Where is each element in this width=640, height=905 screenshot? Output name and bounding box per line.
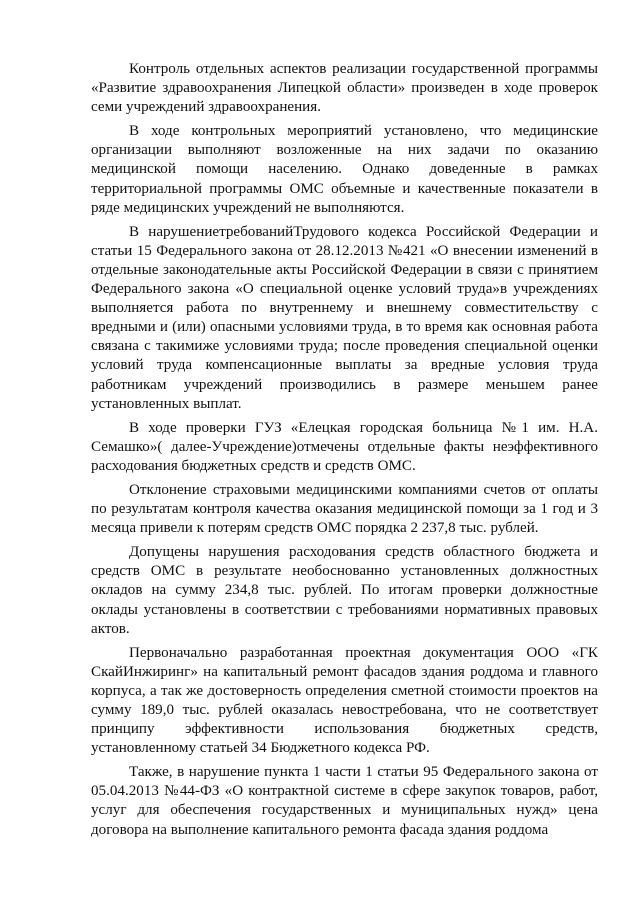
paragraph-design-documentation: Первоначально разработанная проектная документация ООО «ГК СкайИнжиринг» на капитальный ремонт фасадов здания роддома и главного корпуса, а так же достоверность определения сметной стоимости проектов на сумму 189,0 тыс. рублей оказалась невостребована, что не соответствует принципу эффективности использования бюджетных средств, установленному статьей 34 Бюджетного кодекса РФ. (91, 644, 598, 757)
paragraph-program-control: Контроль отдельных аспектов реализации государственной программы «Развитие здравоохранения Липецкой области» произведен в ходе проверок семи учреждений здравоохранения. (91, 61, 598, 116)
paragraph-yelets-hospital-audit: В ходе проверки ГУЗ «Елецкая городская больница №1 им. Н.А. Семашко»( далее-Учреждение)отмечены отдельные факты неэффективного расходования бюджетных средств и средств ОМС. (91, 419, 598, 474)
document-body (91, 60, 598, 840)
paragraph-labor-code-violation: В нарушениетребованийТрудового кодекса Российской Федерации и статьи 15 Федерального закона от 28.12.2013 №421 «О внесении изменений в отдельные законодательные акты Российской Федерации в связи с принятием Федерального закона «О специальной оценке условий труда»в учреждениях выполняется работа по внутреннему и внешнему совместительству с вредными и (или) опасными условиями труда, в то время как основная работа связана с такимиже условиями труда; после проведения специальной оценки условий труда компенсационные выплаты за вредные условия труда работникам учреждений производились в размере меньшем ранее установленных выплат. (91, 223, 598, 412)
paragraph-control-findings: В ходе контрольных мероприятий установлено, что медицинские организации выполняют возложенные на них задачи по оказанию медицинской помощи населению. Однако доведенные в рамках территориальной программы ОМС объемные и качественные показатели в ряде медицинских учреждений не выполняются. (91, 123, 598, 216)
paragraph-salary-violations: Допущены нарушения расходования средств областного бюджета и средств ОМС в результате необоснованно установленных должностных окладов на сумму 234,8 тыс. рублей. По итогам проверки должностные оклады установлены в соответствии с требованиями нормативных правовых актов. (91, 544, 598, 637)
paragraph-insurance-rejections: Отклонение страховыми медицинскими компаниями счетов от оплаты по результатам контроля качества оказания медицинской помощи за 1 год и 3 месяца привели к потерям средств ОМС порядка 2 237,8 тыс. рублей. (91, 481, 598, 537)
paragraph-procurement-violation: Также, в нарушение пункта 1 части 1 статьи 95 Федерального закона от 05.04.2013 №44-ФЗ «О контрактной системе в сфере закупок товаров, работ, услуг для обеспечения государственных и муниципальных нужд» цена договора на выполнение капитального ремонта фасада здания роддома (91, 764, 598, 838)
